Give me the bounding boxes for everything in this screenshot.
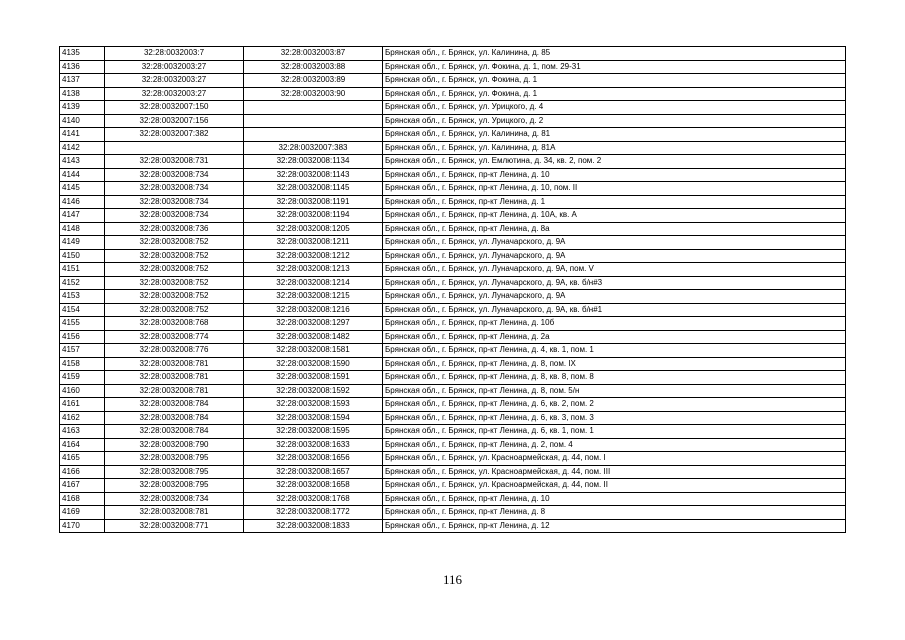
table-row	[60, 411, 846, 425]
cadastral-number-cell: 32:28:0032008:734	[105, 195, 244, 209]
table-row	[60, 128, 846, 142]
cadastral-number-cell: 32:28:0032008:795	[105, 452, 244, 466]
row-number-cell: 4142	[60, 141, 105, 155]
table-row	[60, 371, 846, 385]
address-cell: Брянская обл., г. Брянск, ул. Красноармейская, д. 44, пом. III	[383, 465, 846, 479]
address-cell: Брянская обл., г. Брянск, пр-кт Ленина, д. 8а	[383, 222, 846, 236]
address-cell: Брянская обл., г. Брянск, ул. Луначарского, д. 9А	[383, 236, 846, 250]
row-number-cell: 4158	[60, 357, 105, 371]
address-cell: Брянская обл., г. Брянск, ул. Калинина, д. 85	[383, 47, 846, 61]
cadastral-number-cell: 32:28:0032007:150	[105, 101, 244, 115]
row-number-cell: 4167	[60, 479, 105, 493]
cadastral-number-cell: 32:28:0032008:752	[105, 249, 244, 263]
cadastral-number-cell: 32:28:0032003:7	[105, 47, 244, 61]
cadastral-number-cell: 32:28:0032007:156	[105, 114, 244, 128]
object-cadastral-number-cell: 32:28:0032008:1205	[244, 222, 383, 236]
object-cadastral-number-cell: 32:28:0032008:1214	[244, 276, 383, 290]
table-row	[60, 141, 846, 155]
object-cadastral-number-cell: 32:28:0032008:1833	[244, 519, 383, 533]
object-cadastral-number-cell: 32:28:0032008:1145	[244, 182, 383, 196]
table-row	[60, 290, 846, 304]
object-cadastral-number-cell: 32:28:0032008:1581	[244, 344, 383, 358]
address-cell: Брянская обл., г. Брянск, ул. Луначарского, д. 9А	[383, 290, 846, 304]
row-number-cell: 4159	[60, 371, 105, 385]
object-cadastral-number-cell	[244, 114, 383, 128]
object-cadastral-number-cell: 32:28:0032008:1593	[244, 398, 383, 412]
table-row	[60, 74, 846, 88]
table-row	[60, 60, 846, 74]
row-number-cell: 4168	[60, 492, 105, 506]
object-cadastral-number-cell: 32:28:0032008:1482	[244, 330, 383, 344]
address-cell: Брянская обл., г. Брянск, пр-кт Ленина, д. 2а	[383, 330, 846, 344]
object-cadastral-number-cell: 32:28:0032003:88	[244, 60, 383, 74]
cadastral-number-cell: 32:28:0032008:734	[105, 182, 244, 196]
table-row	[60, 357, 846, 371]
row-number-cell: 4169	[60, 506, 105, 520]
table-row	[60, 344, 846, 358]
table-row	[60, 425, 846, 439]
address-cell: Брянская обл., г. Брянск, пр-кт Ленина, д. 10, пом. II	[383, 182, 846, 196]
table-row	[60, 317, 846, 331]
table-row	[60, 384, 846, 398]
row-number-cell: 4145	[60, 182, 105, 196]
row-number-cell: 4146	[60, 195, 105, 209]
object-cadastral-number-cell: 32:28:0032008:1211	[244, 236, 383, 250]
object-cadastral-number-cell: 32:28:0032008:1215	[244, 290, 383, 304]
row-number-cell: 4140	[60, 114, 105, 128]
table-row	[60, 209, 846, 223]
cadastral-number-cell: 32:28:0032008:752	[105, 303, 244, 317]
cadastral-number-cell	[105, 141, 244, 155]
table-row	[60, 330, 846, 344]
row-number-cell: 4156	[60, 330, 105, 344]
cadastral-number-cell: 32:28:0032008:790	[105, 438, 244, 452]
address-cell: Брянская обл., г. Брянск, ул. Фокина, д. 1	[383, 87, 846, 101]
row-number-cell: 4151	[60, 263, 105, 277]
table-row	[60, 195, 846, 209]
object-cadastral-number-cell: 32:28:0032008:1216	[244, 303, 383, 317]
row-number-cell: 4170	[60, 519, 105, 533]
row-number-cell: 4154	[60, 303, 105, 317]
row-number-cell: 4138	[60, 87, 105, 101]
cadastral-number-cell: 32:28:0032008:784	[105, 398, 244, 412]
object-cadastral-number-cell	[244, 101, 383, 115]
address-cell: Брянская обл., г. Брянск, пр-кт Ленина, д. 10	[383, 168, 846, 182]
cadastral-number-cell: 32:28:0032003:27	[105, 60, 244, 74]
address-cell: Брянская обл., г. Брянск, пр-кт Ленина, д. 1	[383, 195, 846, 209]
address-cell: Брянская обл., г. Брянск, пр-кт Ленина, д. 10А, кв. А	[383, 209, 846, 223]
table-row	[60, 114, 846, 128]
cadastral-number-cell: 32:28:0032008:781	[105, 384, 244, 398]
object-cadastral-number-cell: 32:28:0032008:1213	[244, 263, 383, 277]
row-number-cell: 4143	[60, 155, 105, 169]
object-cadastral-number-cell: 32:28:0032008:1594	[244, 411, 383, 425]
row-number-cell: 4144	[60, 168, 105, 182]
address-cell: Брянская обл., г. Брянск, ул. Урицкого, д. 2	[383, 114, 846, 128]
cadastral-number-cell: 32:28:0032008:752	[105, 290, 244, 304]
address-cell: Брянская обл., г. Брянск, ул. Луначарского, д. 9А, кв. б/н#3	[383, 276, 846, 290]
cadastral-number-cell: 32:28:0032008:734	[105, 168, 244, 182]
address-cell: Брянская обл., г. Брянск, ул. Калинина, д. 81	[383, 128, 846, 142]
object-cadastral-number-cell: 32:28:0032008:1143	[244, 168, 383, 182]
row-number-cell: 4141	[60, 128, 105, 142]
table-row	[60, 276, 846, 290]
row-number-cell: 4162	[60, 411, 105, 425]
cadastral-number-cell: 32:28:0032008:795	[105, 479, 244, 493]
page-number: 116	[442, 572, 463, 587]
address-cell: Брянская обл., г. Брянск, пр-кт Ленина, д. 8	[383, 506, 846, 520]
address-cell: Брянская обл., г. Брянск, пр-кт Ленина, д. 6, кв. 1, пом. 1	[383, 425, 846, 439]
table-row	[60, 87, 846, 101]
table-row	[60, 492, 846, 506]
address-cell: Брянская обл., г. Брянск, ул. Красноармейская, д. 44, пом. II	[383, 479, 846, 493]
address-cell: Брянская обл., г. Брянск, пр-кт Ленина, д. 10б	[383, 317, 846, 331]
object-cadastral-number-cell: 32:28:0032008:1591	[244, 371, 383, 385]
table-row	[60, 398, 846, 412]
row-number-cell: 4166	[60, 465, 105, 479]
table-row	[60, 438, 846, 452]
object-cadastral-number-cell: 32:28:0032008:1297	[244, 317, 383, 331]
table-row	[60, 155, 846, 169]
cadastral-number-cell: 32:28:0032008:776	[105, 344, 244, 358]
address-cell: Брянская обл., г. Брянск, ул. Луначарского, д. 9А	[383, 249, 846, 263]
object-cadastral-number-cell: 32:28:0032008:1633	[244, 438, 383, 452]
row-number-cell: 4148	[60, 222, 105, 236]
object-cadastral-number-cell: 32:28:0032008:1595	[244, 425, 383, 439]
object-cadastral-number-cell: 32:28:0032008:1134	[244, 155, 383, 169]
cadastral-number-cell: 32:28:0032008:781	[105, 506, 244, 520]
table-row	[60, 236, 846, 250]
row-number-cell: 4160	[60, 384, 105, 398]
object-cadastral-number-cell: 32:28:0032008:1191	[244, 195, 383, 209]
object-cadastral-number-cell: 32:28:0032008:1656	[244, 452, 383, 466]
address-cell: Брянская обл., г. Брянск, ул. Калинина, д. 81А	[383, 141, 846, 155]
row-number-cell: 4136	[60, 60, 105, 74]
registry-table	[59, 46, 846, 533]
object-cadastral-number-cell: 32:28:0032008:1194	[244, 209, 383, 223]
cadastral-number-cell: 32:28:0032003:27	[105, 74, 244, 88]
table-row	[60, 519, 846, 533]
table-row	[60, 506, 846, 520]
cadastral-number-cell: 32:28:0032003:27	[105, 87, 244, 101]
table-row	[60, 222, 846, 236]
address-cell: Брянская обл., г. Брянск, ул. Луначарского, д. 9А, пом. V	[383, 263, 846, 277]
address-cell: Брянская обл., г. Брянск, пр-кт Ленина, д. 6, кв. 2, пом. 2	[383, 398, 846, 412]
row-number-cell: 4135	[60, 47, 105, 61]
table-row	[60, 47, 846, 61]
cadastral-number-cell: 32:28:0032008:784	[105, 411, 244, 425]
row-number-cell: 4165	[60, 452, 105, 466]
address-cell: Брянская обл., г. Брянск, пр-кт Ленина, д. 10	[383, 492, 846, 506]
address-cell: Брянская обл., г. Брянск, ул. Луначарского, д. 9А, кв. б/н#1	[383, 303, 846, 317]
cadastral-number-cell: 32:28:0032008:736	[105, 222, 244, 236]
cadastral-number-cell: 32:28:0032008:795	[105, 465, 244, 479]
row-number-cell: 4161	[60, 398, 105, 412]
address-cell: Брянская обл., г. Брянск, ул. Фокина, д. 1	[383, 74, 846, 88]
registry-table-body	[60, 47, 846, 533]
row-number-cell: 4157	[60, 344, 105, 358]
address-cell: Брянская обл., г. Брянск, ул. Урицкого, д. 4	[383, 101, 846, 115]
cadastral-number-cell: 32:28:0032008:752	[105, 263, 244, 277]
address-cell: Брянская обл., г. Брянск, пр-кт Ленина, д. 4, кв. 1, пом. 1	[383, 344, 846, 358]
object-cadastral-number-cell: 32:28:0032008:1212	[244, 249, 383, 263]
object-cadastral-number-cell: 32:28:0032008:1768	[244, 492, 383, 506]
cadastral-number-cell: 32:28:0032008:752	[105, 236, 244, 250]
object-cadastral-number-cell: 32:28:0032003:87	[244, 47, 383, 61]
cadastral-number-cell: 32:28:0032008:731	[105, 155, 244, 169]
object-cadastral-number-cell: 32:28:0032008:1657	[244, 465, 383, 479]
address-cell: Брянская обл., г. Брянск, пр-кт Ленина, д. 8, кв. 8, пом. 8	[383, 371, 846, 385]
cadastral-number-cell: 32:28:0032008:768	[105, 317, 244, 331]
table-row	[60, 479, 846, 493]
row-number-cell: 4137	[60, 74, 105, 88]
address-cell: Брянская обл., г. Брянск, ул. Емлютина, д. 34, кв. 2, пом. 2	[383, 155, 846, 169]
cadastral-number-cell: 32:28:0032007:382	[105, 128, 244, 142]
address-cell: Брянская обл., г. Брянск, пр-кт Ленина, д. 12	[383, 519, 846, 533]
object-cadastral-number-cell: 32:28:0032003:89	[244, 74, 383, 88]
table-row	[60, 168, 846, 182]
table-row	[60, 101, 846, 115]
row-number-cell: 4155	[60, 317, 105, 331]
table-row	[60, 452, 846, 466]
object-cadastral-number-cell	[244, 128, 383, 142]
address-cell: Брянская обл., г. Брянск, пр-кт Ленина, д. 8, пом. 5/н	[383, 384, 846, 398]
object-cadastral-number-cell: 32:28:0032008:1658	[244, 479, 383, 493]
address-cell: Брянская обл., г. Брянск, ул. Фокина, д. 1, пом. 29-31	[383, 60, 846, 74]
address-cell: Брянская обл., г. Брянск, ул. Красноармейская, д. 44, пом. I	[383, 452, 846, 466]
cadastral-number-cell: 32:28:0032008:784	[105, 425, 244, 439]
cadastral-number-cell: 32:28:0032008:771	[105, 519, 244, 533]
row-number-cell: 4139	[60, 101, 105, 115]
row-number-cell: 4164	[60, 438, 105, 452]
row-number-cell: 4152	[60, 276, 105, 290]
address-cell: Брянская обл., г. Брянск, пр-кт Ленина, д. 8, пом. IX	[383, 357, 846, 371]
address-cell: Брянская обл., г. Брянск, пр-кт Ленина, д. 2, пом. 4	[383, 438, 846, 452]
table-row	[60, 303, 846, 317]
object-cadastral-number-cell: 32:28:0032008:1592	[244, 384, 383, 398]
object-cadastral-number-cell: 32:28:0032007:383	[244, 141, 383, 155]
row-number-cell: 4147	[60, 209, 105, 223]
cadastral-number-cell: 32:28:0032008:734	[105, 209, 244, 223]
table-row	[60, 182, 846, 196]
table-row	[60, 465, 846, 479]
cadastral-number-cell: 32:28:0032008:781	[105, 357, 244, 371]
cadastral-number-cell: 32:28:0032008:781	[105, 371, 244, 385]
table-row	[60, 249, 846, 263]
row-number-cell: 4150	[60, 249, 105, 263]
table-row	[60, 263, 846, 277]
cadastral-number-cell: 32:28:0032008:774	[105, 330, 244, 344]
address-cell: Брянская обл., г. Брянск, пр-кт Ленина, д. 6, кв. 3, пом. 3	[383, 411, 846, 425]
object-cadastral-number-cell: 32:28:0032008:1590	[244, 357, 383, 371]
row-number-cell: 4149	[60, 236, 105, 250]
cadastral-number-cell: 32:28:0032008:752	[105, 276, 244, 290]
cadastral-number-cell: 32:28:0032008:734	[105, 492, 244, 506]
row-number-cell: 4153	[60, 290, 105, 304]
object-cadastral-number-cell: 32:28:0032008:1772	[244, 506, 383, 520]
row-number-cell: 4163	[60, 425, 105, 439]
object-cadastral-number-cell: 32:28:0032003:90	[244, 87, 383, 101]
